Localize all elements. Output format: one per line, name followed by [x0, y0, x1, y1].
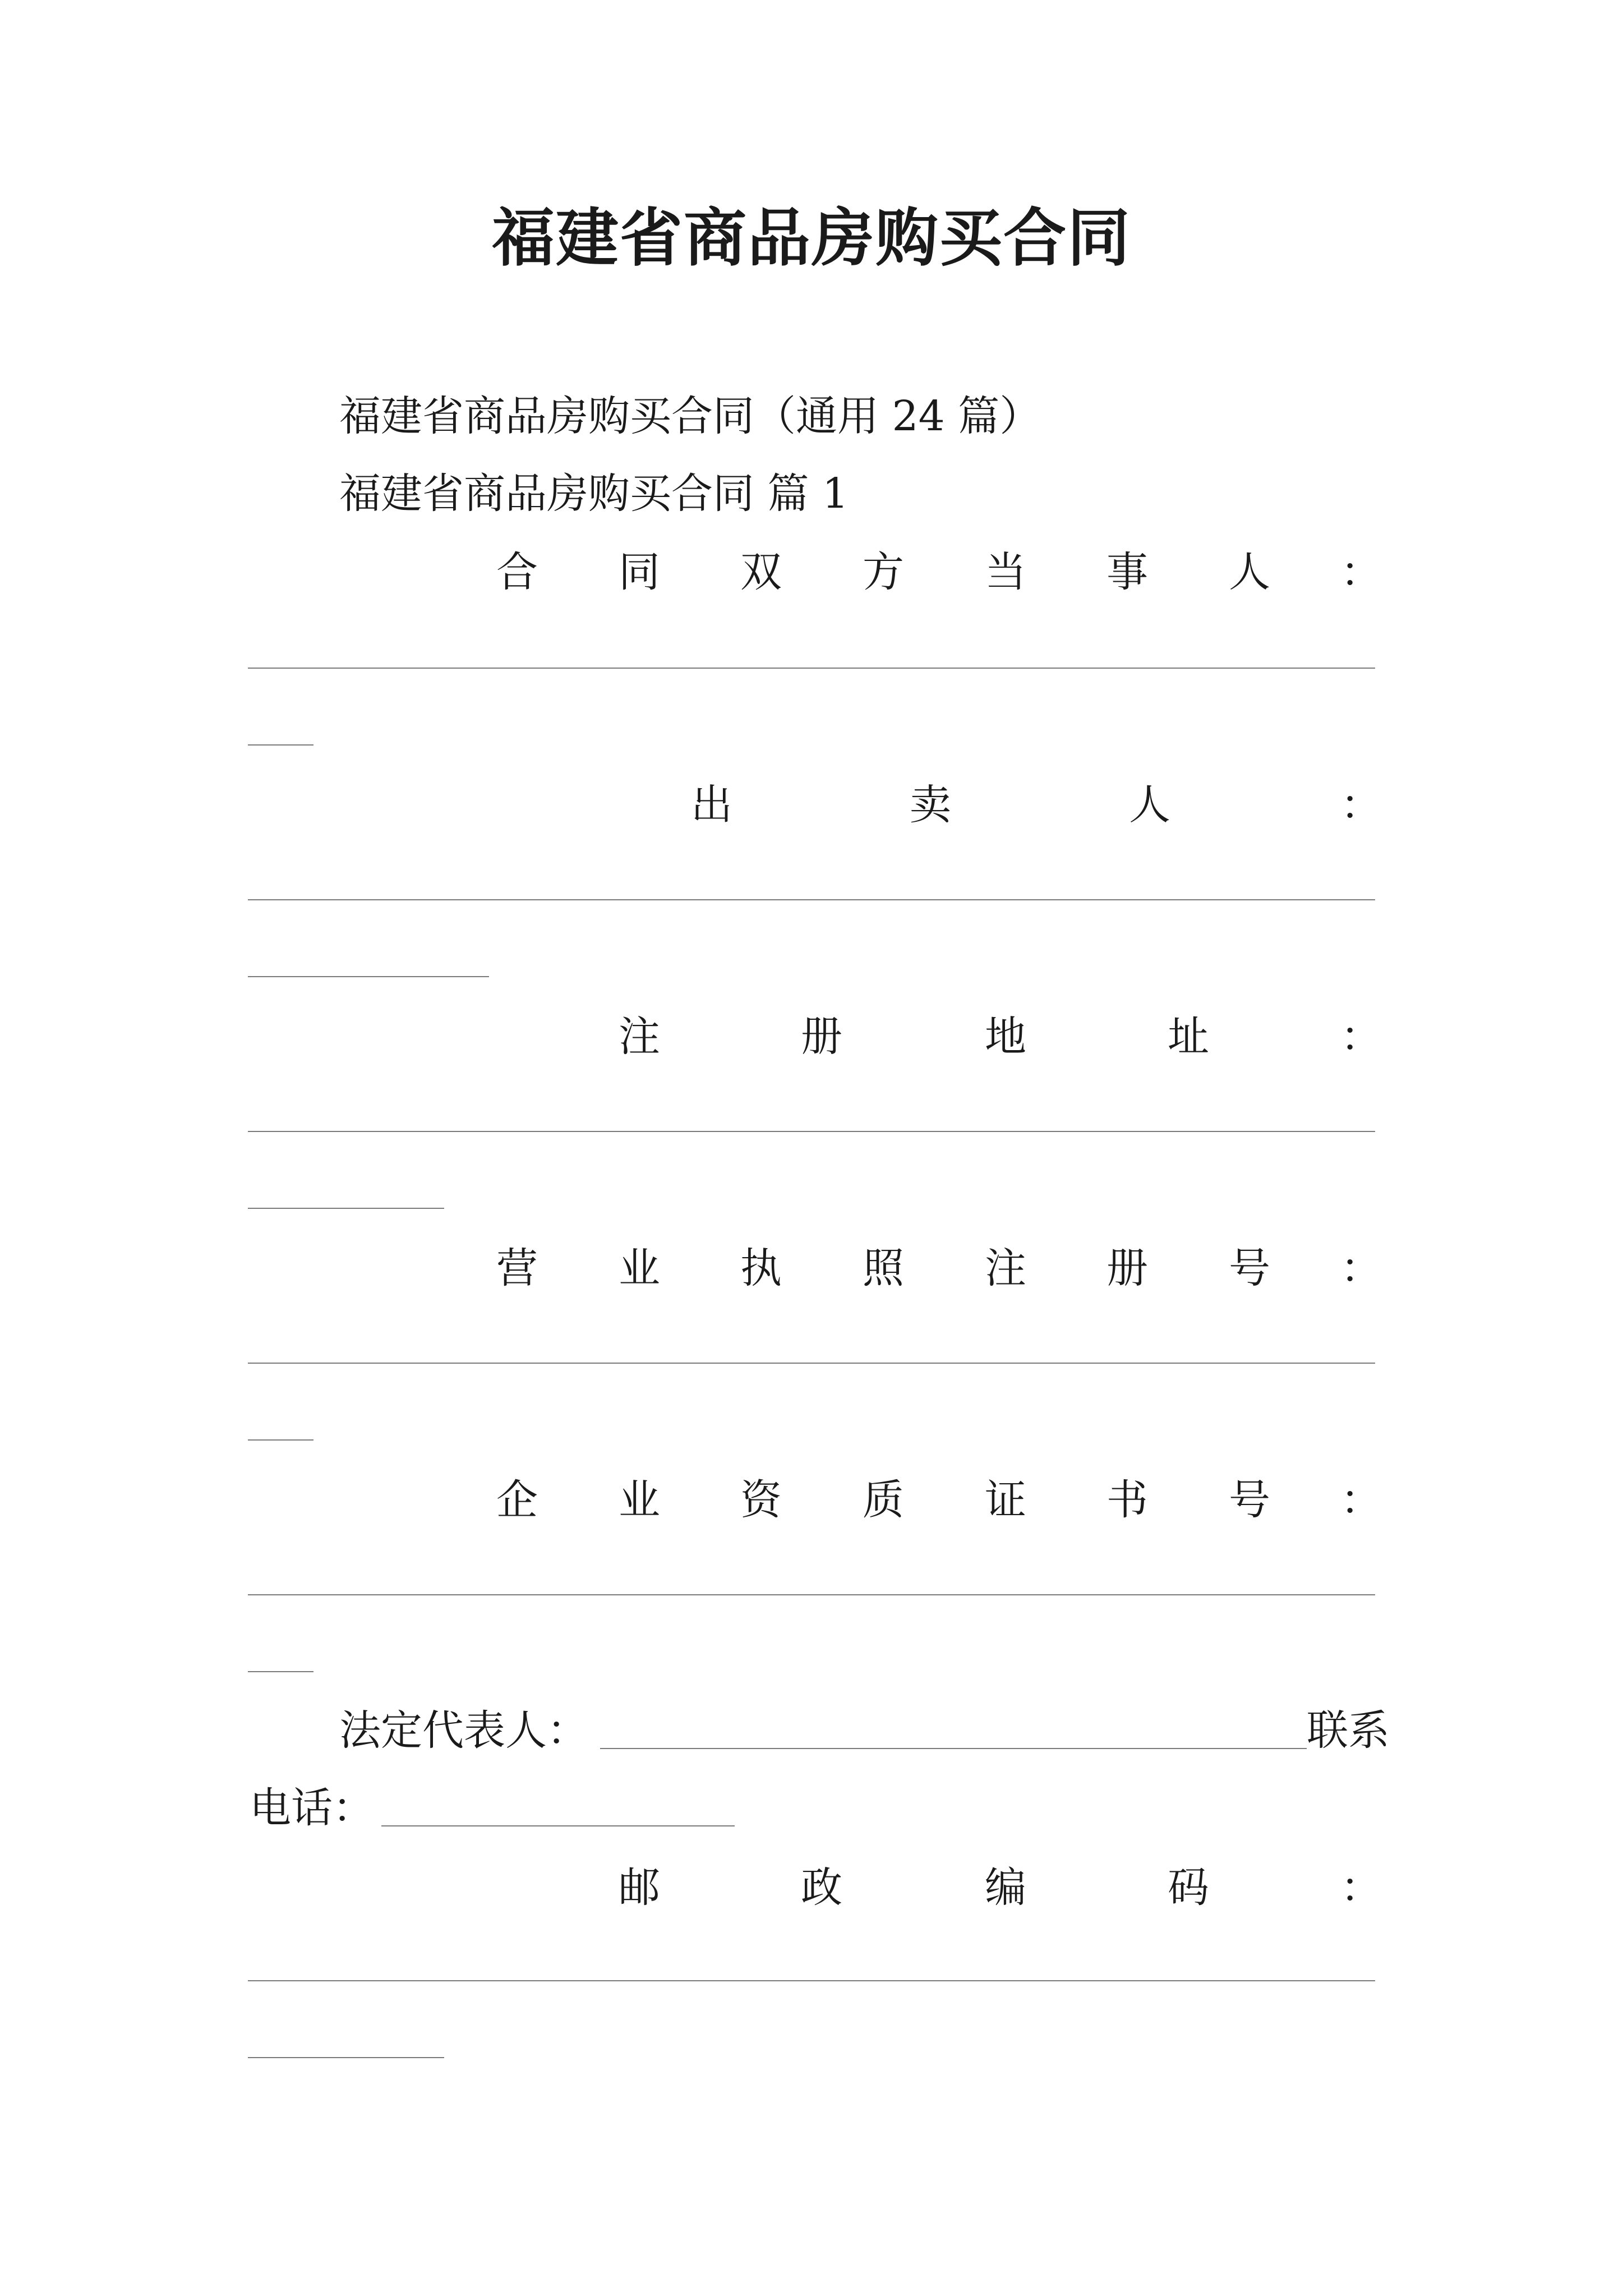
label-char: 册: [1106, 1244, 1148, 1292]
document-title: 福建省商品房购买合同: [492, 201, 1131, 275]
phone-blank-line[interactable]: [381, 1825, 735, 1826]
blank-line-seller[interactable]: [248, 899, 1375, 900]
blank-line-license-cont[interactable]: [248, 1439, 313, 1441]
label-char: 政: [801, 1864, 842, 1912]
label-char: 业: [619, 1476, 660, 1524]
label-char: 企: [496, 1476, 538, 1524]
label-char: 邮: [619, 1864, 660, 1912]
legal-rep-label: 法定代表人：: [339, 1706, 588, 1755]
label-char: 码: [1168, 1864, 1209, 1912]
blank-line-parties-cont[interactable]: [248, 744, 313, 746]
field-label-postal: [0, 1862, 1402, 1913]
label-colon: ：: [1340, 781, 1382, 829]
label-char: 照: [863, 1244, 904, 1292]
label-char: 合: [496, 548, 538, 596]
field-label-address: [0, 1011, 1402, 1062]
legal-rep-blank-line[interactable]: [600, 1748, 1307, 1749]
label-colon: ：: [1340, 1864, 1382, 1912]
label-char: 双: [740, 548, 782, 596]
blank-line-address[interactable]: [248, 1131, 1375, 1132]
label-colon: ：: [1340, 1013, 1382, 1061]
label-char: 址: [1168, 1013, 1209, 1061]
blank-line-postal-cont[interactable]: [248, 2057, 444, 2058]
label-char: 方: [863, 548, 904, 596]
label-char: 营: [496, 1244, 538, 1292]
document-subtitle: 福建省商品房购买合同（通用 24 篇）: [339, 392, 1041, 440]
label-char: 质: [863, 1476, 904, 1524]
label-char: 执: [740, 1244, 782, 1292]
blank-line-parties[interactable]: [248, 668, 1375, 669]
blank-line-postal[interactable]: [248, 1980, 1375, 1981]
label-char: 人: [1229, 548, 1270, 596]
phone-label: 电话：: [250, 1784, 374, 1832]
field-label-seller: [0, 780, 1402, 830]
label-char: 注: [619, 1013, 660, 1061]
field-label-license: [0, 1243, 1402, 1294]
label-char: 当: [985, 548, 1026, 596]
blank-line-qualification-cont[interactable]: [248, 1671, 313, 1672]
blank-line-seller-cont[interactable]: [248, 976, 489, 977]
label-char: 卖: [910, 781, 951, 829]
label-char: 出: [691, 781, 732, 829]
label-char: 册: [801, 1013, 842, 1061]
label-char: 事: [1106, 548, 1148, 596]
label-char: 证: [985, 1476, 1026, 1524]
blank-line-qualification[interactable]: [248, 1594, 1375, 1595]
label-colon: ：: [1340, 548, 1382, 596]
label-char: 号: [1229, 1476, 1270, 1524]
label-char: 人: [1129, 781, 1170, 829]
blank-line-address-cont[interactable]: [248, 1208, 444, 1209]
contact-label: 联系: [1307, 1706, 1390, 1755]
label-colon: ：: [1340, 1244, 1382, 1292]
field-label-qualification: [0, 1475, 1402, 1525]
blank-line-license[interactable]: [248, 1363, 1375, 1364]
section-heading: 福建省商品房购买合同 篇 1: [339, 470, 849, 518]
label-char: 书: [1106, 1476, 1148, 1524]
label-char: 同: [619, 548, 660, 596]
label-colon: ：: [1340, 1476, 1382, 1524]
label-char: 注: [985, 1244, 1026, 1292]
field-label-parties: [0, 547, 1402, 597]
label-char: 业: [619, 1244, 660, 1292]
label-char: 地: [985, 1013, 1026, 1061]
label-char: 资: [740, 1476, 782, 1524]
label-char: 号: [1229, 1244, 1270, 1292]
label-char: 编: [985, 1864, 1026, 1912]
